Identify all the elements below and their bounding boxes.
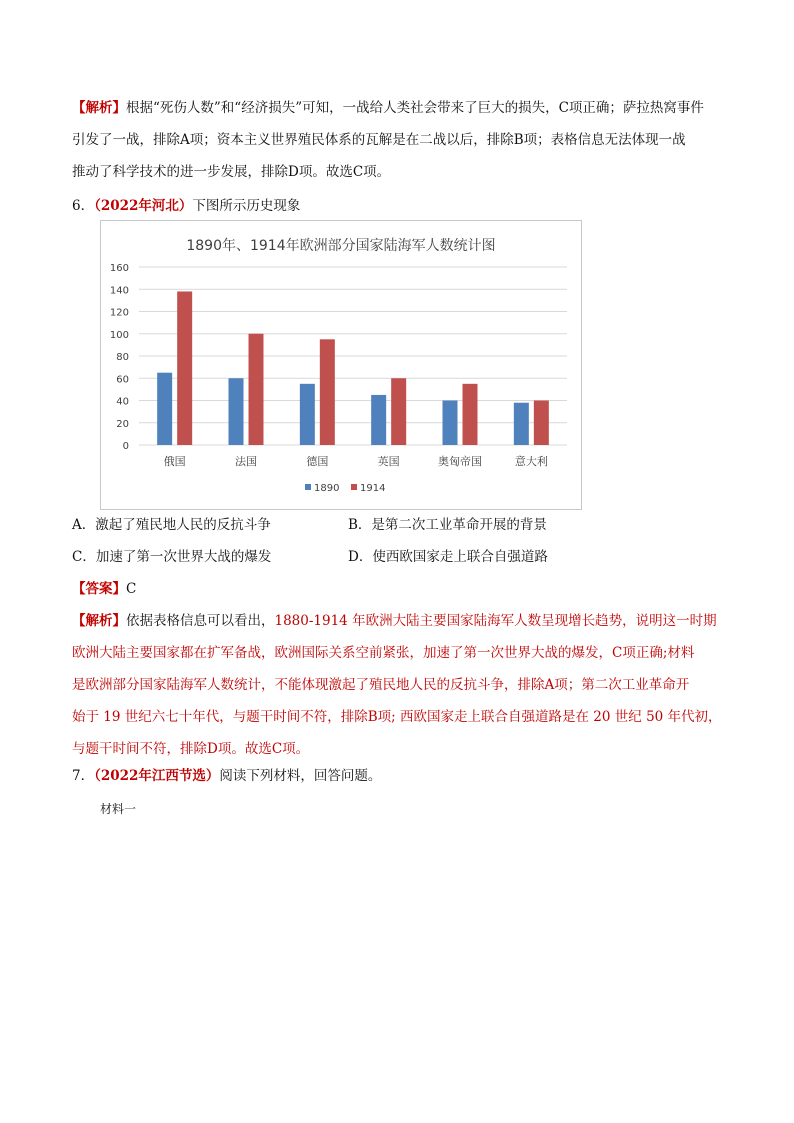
q6-analysis-line-1 [72,605,724,637]
bar-1890-意大利 [514,403,529,445]
legend-label-1890: 1890 [314,483,340,494]
q7-source: （2022年江西节选） [94,768,220,784]
q6-analysis-line-4 [72,701,724,733]
q7-stem: 阅读下列材料，回答问题。 [219,768,382,784]
y-tick-label: 0 [122,441,129,452]
q6-analysis-segment: 依据表格信息可以看出， [126,613,275,629]
option-b: B．是第二次工业革命开展的背景 [348,517,547,533]
bar-1914-奥匈帝国 [463,384,478,445]
y-tick-label: 160 [109,263,129,274]
q6-analysis-segment: 1880-1914 年欧洲大陆主要国家陆海军人数呈现增长趋势，说明这一时期 [274,613,717,629]
q6-source: （2022年河北） [94,198,193,214]
y-tick-label: 20 [116,418,129,430]
legend-swatch-1890 [305,484,311,490]
bar-1890-奥匈帝国 [443,401,458,446]
y-tick-label: 100 [109,329,129,341]
q6-answer-value: C [126,581,137,597]
y-tick-label: 140 [109,285,129,297]
legend-swatch-1914 [351,484,357,490]
x-category-label: 德国 [306,455,329,468]
x-category-label: 奥匈帝国 [438,455,482,468]
legend-label-1914: 1914 [360,483,386,494]
y-tick-label: 120 [109,307,129,319]
q6-analysis-line-3 [72,669,724,701]
q6-analysis-line-2 [72,637,724,669]
bar-1914-俄国 [177,291,192,445]
y-tick-label: 40 [116,396,129,408]
q7-header [72,760,724,792]
q6-analysis-segment: 始于 19 世纪六七十年代，与题干时间不符，排除B项; 西欧国家走上联合自强道路是在 20 世纪 50 年代初， [72,709,722,725]
chart-svg [101,221,581,509]
bar-1890-俄国 [157,373,172,445]
option-c: C．加速了第一次世界大战的爆发 [72,549,272,565]
q6-analysis-segment: 与题干时间不符，排除D项。故选C项。 [72,741,310,757]
material-label: 材料一 [100,802,137,816]
chart-title: 1890年、1914年欧洲部分国家陆海军人数统计图 [186,238,496,254]
q5-analysis [72,92,724,188]
bar-1914-意大利 [534,401,549,446]
q5-analysis-line-3: 推动了科学技术的进一步发展，排除D项。故选C项。 [72,164,391,180]
bar-1914-法国 [249,334,264,445]
bar-1914-英国 [391,378,406,445]
q6-analysis-segment: 欧洲大陆主要国家都在扩军备战，欧洲国际关系空前紧张，加速了第一次世界大战的爆发，C项正确;材料 [72,645,695,661]
q5-analysis-text-1: 根据“死伤人数”和“经济损失”可知，一战给人类社会带来了巨大的损失，C项正确；萨拉热窝事件 [126,100,704,116]
q6-number: 6． [72,198,95,214]
bar-1890-法国 [229,378,244,445]
q6-analysis-tag: 【解析】 [72,613,126,629]
bar-1890-德国 [300,384,315,445]
q5-analysis-line-2: 引发了一战，排除A项；资本主义世界殖民体系的瓦解是在二战以后，排除B项；表格信息无法体现一战 [72,132,686,148]
x-category-label: 英国 [377,455,400,468]
option-a: A．激起了殖民地人民的反抗斗争 [72,517,271,533]
q6-analysis-segment: 是欧洲部分国家陆海军人数统计，不能体现激起了殖民地人民的反抗斗争，排除A项；第二次工业革命开 [72,677,690,693]
x-category-label: 法国 [235,455,257,468]
q5-analysis-line-1 [72,92,724,124]
q7-number: 7． [72,768,95,784]
option-d: D．使西欧国家走上联合自强道路 [348,549,548,565]
q6-stem: 下图所示历史现象 [192,198,301,214]
army-chart [100,220,582,510]
y-tick-label: 80 [116,352,129,363]
bar-1890-英国 [371,395,386,445]
x-category-label: 意大利 [514,455,548,468]
x-category-label: 俄国 [163,455,186,468]
q6-answer-tag: 【答案】 [72,581,126,597]
q6-answer [72,573,724,605]
y-tick-label: 60 [116,374,129,386]
q6-header [72,190,724,222]
q5-analysis-tag: 【解析】 [72,100,126,116]
bar-1914-德国 [320,339,335,445]
q6-analysis [72,605,724,765]
